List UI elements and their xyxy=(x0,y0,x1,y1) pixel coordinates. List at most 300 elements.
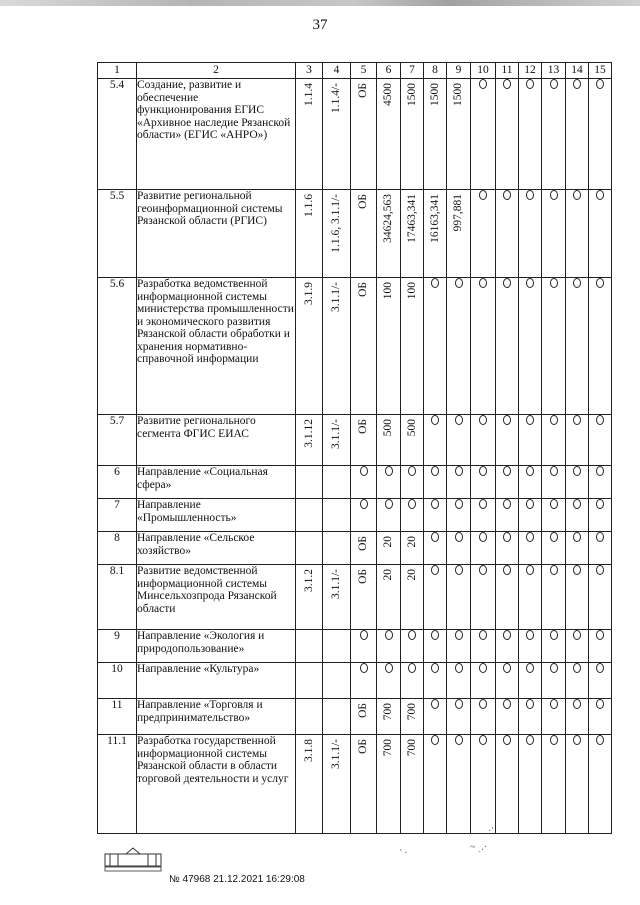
row-number: 8.1 xyxy=(98,565,137,630)
cell-value: ОБ xyxy=(357,569,370,584)
zero-mark xyxy=(573,663,581,673)
zero-mark xyxy=(573,565,581,575)
zero-mark xyxy=(479,565,487,575)
cell-c9 xyxy=(447,190,471,278)
cell-value: 100 xyxy=(382,282,395,300)
cell-c6 xyxy=(377,190,401,278)
cell-zero xyxy=(496,735,519,834)
cell-c9 xyxy=(447,630,471,663)
cell-zero xyxy=(542,532,566,565)
cell-zero xyxy=(566,79,589,190)
cell-value: 1.1.6, 3.1.1/- xyxy=(330,194,343,253)
cell-c3 xyxy=(296,415,323,466)
row-name: Разработка государственной информационной системы Рязанской области в области торговой деятельности и услуг xyxy=(137,735,296,834)
row-number: 7 xyxy=(98,499,137,532)
cell-c9 xyxy=(447,415,471,466)
zero-mark xyxy=(573,466,581,476)
cell-c5 xyxy=(351,663,377,699)
zero-mark xyxy=(596,630,604,640)
cell-c7 xyxy=(401,466,424,499)
cell-c5 xyxy=(351,630,377,663)
cell-zero xyxy=(496,466,519,499)
zero-mark xyxy=(573,630,581,640)
zero-mark xyxy=(503,415,511,425)
zero-mark xyxy=(550,190,558,200)
zero-mark xyxy=(503,466,511,476)
zero-mark xyxy=(596,190,604,200)
cell-value: 3.1.1/- xyxy=(330,419,343,450)
zero-mark xyxy=(503,532,511,542)
zero-mark xyxy=(526,532,534,542)
zero-mark xyxy=(550,532,558,542)
cell-c4 xyxy=(323,415,351,466)
cell-zero xyxy=(519,278,542,415)
cell-c8 xyxy=(424,532,447,565)
cell-value: ОБ xyxy=(357,194,370,209)
zero-mark xyxy=(408,499,416,509)
cell-zero xyxy=(471,699,496,735)
cell-c4 xyxy=(323,735,351,834)
cell-c9 xyxy=(447,278,471,415)
cell-c3 xyxy=(296,699,323,735)
row-name: Направление «Культура» xyxy=(137,663,296,699)
cell-value: 1.1.6 xyxy=(302,194,315,217)
cell-zero xyxy=(542,466,566,499)
zero-mark xyxy=(408,466,416,476)
zero-mark xyxy=(526,499,534,509)
cell-zero xyxy=(471,630,496,663)
page-number: 37 xyxy=(312,17,328,33)
row-number: 11 xyxy=(98,699,137,735)
zero-mark xyxy=(503,190,511,200)
table-row xyxy=(98,415,612,466)
row-name: Направление «Сельское хозяйство» xyxy=(137,532,296,565)
cell-zero xyxy=(471,278,496,415)
zero-mark xyxy=(526,735,534,745)
cell-c3 xyxy=(296,565,323,630)
zero-mark xyxy=(479,499,487,509)
zero-mark xyxy=(385,499,393,509)
cell-zero xyxy=(542,663,566,699)
cell-c6 xyxy=(377,415,401,466)
cell-value: 3.1.8 xyxy=(302,739,315,762)
zero-mark xyxy=(431,499,439,509)
cell-zero xyxy=(566,663,589,699)
cell-zero xyxy=(471,466,496,499)
cell-c4 xyxy=(323,499,351,532)
header-cell: 14 xyxy=(566,63,589,79)
cell-c4 xyxy=(323,79,351,190)
zero-mark xyxy=(526,278,534,288)
cell-c8 xyxy=(424,630,447,663)
cell-value: 1.1.4 xyxy=(302,83,315,106)
cell-value: 1500 xyxy=(428,83,441,106)
table-row xyxy=(98,190,612,278)
table-row xyxy=(98,532,612,565)
zero-mark xyxy=(573,499,581,509)
table-row xyxy=(98,630,612,663)
cell-c7 xyxy=(401,699,424,735)
zero-mark xyxy=(526,190,534,200)
cell-c8 xyxy=(424,565,447,630)
cell-value: 100 xyxy=(405,282,418,300)
cell-c5 xyxy=(351,415,377,466)
cell-c7 xyxy=(401,532,424,565)
cell-zero xyxy=(542,499,566,532)
cell-zero xyxy=(471,415,496,466)
zero-mark xyxy=(408,663,416,673)
zero-mark xyxy=(360,466,368,476)
zero-mark xyxy=(479,79,487,89)
table-row xyxy=(98,466,612,499)
zero-mark xyxy=(550,278,558,288)
zero-mark xyxy=(596,278,604,288)
zero-mark xyxy=(550,565,558,575)
header-cell: 10 xyxy=(471,63,496,79)
cell-zero xyxy=(542,630,566,663)
cell-c7 xyxy=(401,499,424,532)
cell-c8 xyxy=(424,466,447,499)
cell-value: 3.1.1/- xyxy=(330,282,343,313)
cell-value: ОБ xyxy=(357,739,370,754)
row-number: 5.4 xyxy=(98,79,137,190)
cell-c4 xyxy=(323,466,351,499)
cell-zero xyxy=(566,699,589,735)
row-number: 6 xyxy=(98,466,137,499)
table-row xyxy=(98,699,612,735)
zero-mark xyxy=(455,699,463,709)
cell-zero xyxy=(471,499,496,532)
zero-mark xyxy=(573,278,581,288)
row-number: 5.6 xyxy=(98,278,137,415)
cell-zero xyxy=(519,415,542,466)
cell-c4 xyxy=(323,565,351,630)
header-cell: 15 xyxy=(589,63,612,79)
cell-zero xyxy=(496,565,519,630)
zero-mark xyxy=(455,499,463,509)
table-row xyxy=(98,735,612,834)
cell-c8 xyxy=(424,663,447,699)
cell-c9 xyxy=(447,79,471,190)
zero-mark xyxy=(526,699,534,709)
cell-c3 xyxy=(296,278,323,415)
cell-zero xyxy=(542,79,566,190)
cell-c5 xyxy=(351,565,377,630)
zero-mark xyxy=(550,630,558,640)
cell-c7 xyxy=(401,630,424,663)
cell-zero xyxy=(589,565,612,630)
cell-c7 xyxy=(401,663,424,699)
cell-c4 xyxy=(323,630,351,663)
cell-c4 xyxy=(323,190,351,278)
cell-zero xyxy=(542,190,566,278)
document-registration-stamp: № 47968 21.12.2021 16:29:08 xyxy=(169,874,305,885)
cell-c8 xyxy=(424,415,447,466)
zero-mark xyxy=(479,663,487,673)
cell-zero xyxy=(519,630,542,663)
cell-value: 34624,563 xyxy=(382,194,395,243)
cell-c9 xyxy=(447,499,471,532)
cell-value: 20 xyxy=(382,536,395,548)
scan-marks: ~ ˎ.· xyxy=(470,842,488,853)
zero-mark xyxy=(596,699,604,709)
cell-c7 xyxy=(401,415,424,466)
zero-mark xyxy=(455,735,463,745)
cell-c6 xyxy=(377,565,401,630)
header-cell: 8 xyxy=(424,63,447,79)
cell-c8 xyxy=(424,699,447,735)
zero-mark xyxy=(503,630,511,640)
cell-c5 xyxy=(351,190,377,278)
zero-mark xyxy=(431,663,439,673)
zero-mark xyxy=(573,79,581,89)
cell-value: 20 xyxy=(405,569,418,581)
cell-value: 3.1.2 xyxy=(302,569,315,592)
cell-c8 xyxy=(424,735,447,834)
cell-zero xyxy=(519,466,542,499)
zero-mark xyxy=(431,466,439,476)
zero-mark xyxy=(503,499,511,509)
cell-c6 xyxy=(377,278,401,415)
zero-mark xyxy=(550,79,558,89)
cell-c6 xyxy=(377,663,401,699)
zero-mark xyxy=(408,630,416,640)
header-cell: 1 xyxy=(98,63,137,79)
cell-value: 1500 xyxy=(452,83,465,106)
cell-zero xyxy=(519,699,542,735)
header-cell: 4 xyxy=(323,63,351,79)
zero-mark xyxy=(479,466,487,476)
scan-top-edge xyxy=(0,0,640,6)
zero-mark xyxy=(596,735,604,745)
row-number: 8 xyxy=(98,532,137,565)
cell-zero xyxy=(471,532,496,565)
government-stamp-logo xyxy=(104,846,162,872)
cell-c4 xyxy=(323,278,351,415)
zero-mark xyxy=(573,532,581,542)
zero-mark xyxy=(596,663,604,673)
row-number: 9 xyxy=(98,630,137,663)
cell-c6 xyxy=(377,699,401,735)
cell-zero xyxy=(589,79,612,190)
cell-c4 xyxy=(323,663,351,699)
zero-mark xyxy=(596,499,604,509)
cell-zero xyxy=(496,499,519,532)
row-name: Направление «Социальная сфера» xyxy=(137,466,296,499)
row-name: Развитие регионального сегмента ФГИС ЕИАС xyxy=(137,415,296,466)
cell-zero xyxy=(566,415,589,466)
zero-mark xyxy=(431,278,439,288)
zero-mark xyxy=(550,699,558,709)
cell-zero xyxy=(566,735,589,834)
cell-value: ОБ xyxy=(357,419,370,434)
header-cell: 3 xyxy=(296,63,323,79)
cell-c3 xyxy=(296,499,323,532)
zero-mark xyxy=(360,630,368,640)
cell-zero xyxy=(496,79,519,190)
row-name: Направление «Промышленность» xyxy=(137,499,296,532)
zero-mark xyxy=(596,79,604,89)
cell-c9 xyxy=(447,663,471,699)
cell-zero xyxy=(471,190,496,278)
cell-c4 xyxy=(323,699,351,735)
cell-value: 700 xyxy=(382,739,395,757)
cell-zero xyxy=(566,532,589,565)
cell-zero xyxy=(589,415,612,466)
zero-mark xyxy=(455,663,463,673)
cell-c3 xyxy=(296,466,323,499)
cell-zero xyxy=(566,565,589,630)
cell-value: 1.1.4/- xyxy=(330,83,343,114)
cell-c7 xyxy=(401,565,424,630)
cell-c3 xyxy=(296,735,323,834)
cell-c9 xyxy=(447,466,471,499)
cell-zero xyxy=(471,79,496,190)
cell-value: 4500 xyxy=(382,83,395,106)
zero-mark xyxy=(596,565,604,575)
cell-c6 xyxy=(377,630,401,663)
cell-zero xyxy=(566,278,589,415)
cell-zero xyxy=(566,466,589,499)
cell-value: 997,881 xyxy=(452,194,465,232)
table-row xyxy=(98,499,612,532)
cell-c4 xyxy=(323,532,351,565)
cell-c5 xyxy=(351,466,377,499)
zero-mark xyxy=(431,630,439,640)
cell-value: ОБ xyxy=(357,282,370,297)
cell-zero xyxy=(496,190,519,278)
cell-c8 xyxy=(424,278,447,415)
zero-mark xyxy=(455,415,463,425)
cell-zero xyxy=(542,735,566,834)
table-row xyxy=(98,79,612,190)
cell-c5 xyxy=(351,532,377,565)
zero-mark xyxy=(479,532,487,542)
table-row xyxy=(98,663,612,699)
row-name: Развитие ведомственной информационной системы Минсельхозпрода Рязанской области xyxy=(137,565,296,630)
zero-mark xyxy=(385,630,393,640)
zero-mark xyxy=(526,663,534,673)
budget-table xyxy=(97,62,612,834)
cell-zero xyxy=(496,532,519,565)
zero-mark xyxy=(573,190,581,200)
zero-mark xyxy=(526,466,534,476)
zero-mark xyxy=(455,565,463,575)
zero-mark xyxy=(596,532,604,542)
cell-zero xyxy=(542,415,566,466)
cell-zero xyxy=(589,735,612,834)
cell-c6 xyxy=(377,499,401,532)
cell-c7 xyxy=(401,79,424,190)
cell-zero xyxy=(589,532,612,565)
cell-value: 500 xyxy=(405,419,418,437)
cell-zero xyxy=(519,735,542,834)
cell-zero xyxy=(496,278,519,415)
zero-mark xyxy=(360,499,368,509)
zero-mark xyxy=(479,278,487,288)
table-row xyxy=(98,565,612,630)
zero-mark xyxy=(360,663,368,673)
cell-c6 xyxy=(377,466,401,499)
cell-value: 20 xyxy=(382,569,395,581)
cell-c5 xyxy=(351,278,377,415)
cell-zero xyxy=(519,565,542,630)
cell-zero xyxy=(542,565,566,630)
cell-c3 xyxy=(296,532,323,565)
zero-mark xyxy=(573,735,581,745)
cell-c3 xyxy=(296,630,323,663)
cell-zero xyxy=(471,565,496,630)
zero-mark xyxy=(479,735,487,745)
cell-zero xyxy=(519,663,542,699)
cell-zero xyxy=(566,630,589,663)
row-number: 5.7 xyxy=(98,415,137,466)
zero-mark xyxy=(596,415,604,425)
zero-mark xyxy=(455,532,463,542)
header-cell: 6 xyxy=(377,63,401,79)
cell-value: 3.1.12 xyxy=(302,419,315,448)
zero-mark xyxy=(550,663,558,673)
zero-mark xyxy=(385,466,393,476)
cell-zero xyxy=(589,663,612,699)
cell-zero xyxy=(589,630,612,663)
cell-zero xyxy=(519,190,542,278)
scan-marks: ' · xyxy=(400,848,408,859)
zero-mark xyxy=(503,699,511,709)
cell-zero xyxy=(496,699,519,735)
scan-marks: ·' xyxy=(488,826,494,837)
cell-c5 xyxy=(351,79,377,190)
header-cell: 7 xyxy=(401,63,424,79)
cell-zero xyxy=(471,735,496,834)
cell-value: 700 xyxy=(405,739,418,757)
cell-value: 700 xyxy=(405,703,418,721)
cell-zero xyxy=(496,415,519,466)
zero-mark xyxy=(431,532,439,542)
cell-c8 xyxy=(424,190,447,278)
cell-value: 500 xyxy=(382,419,395,437)
zero-mark xyxy=(431,415,439,425)
cell-zero xyxy=(496,663,519,699)
header-cell: 5 xyxy=(351,63,377,79)
cell-c9 xyxy=(447,532,471,565)
cell-value: 700 xyxy=(382,703,395,721)
zero-mark xyxy=(455,630,463,640)
row-number: 10 xyxy=(98,663,137,699)
zero-mark xyxy=(503,278,511,288)
cell-zero xyxy=(566,190,589,278)
cell-value: 16163,341 xyxy=(428,194,441,243)
zero-mark xyxy=(526,630,534,640)
header-cell: 13 xyxy=(542,63,566,79)
cell-c5 xyxy=(351,735,377,834)
cell-c3 xyxy=(296,79,323,190)
row-number: 11.1 xyxy=(98,735,137,834)
zero-mark xyxy=(526,415,534,425)
zero-mark xyxy=(479,630,487,640)
zero-mark xyxy=(596,466,604,476)
cell-c8 xyxy=(424,79,447,190)
zero-mark xyxy=(526,565,534,575)
zero-mark xyxy=(550,466,558,476)
cell-value: 3.1.1/- xyxy=(330,739,343,770)
row-name: Разработка ведомственной информационной системы министерства промышленности и экономического развития Рязанской области обработки и хранения нормативно-справочной информации xyxy=(137,278,296,415)
cell-c3 xyxy=(296,663,323,699)
zero-mark xyxy=(573,699,581,709)
cell-zero xyxy=(542,699,566,735)
cell-c6 xyxy=(377,79,401,190)
cell-zero xyxy=(589,466,612,499)
